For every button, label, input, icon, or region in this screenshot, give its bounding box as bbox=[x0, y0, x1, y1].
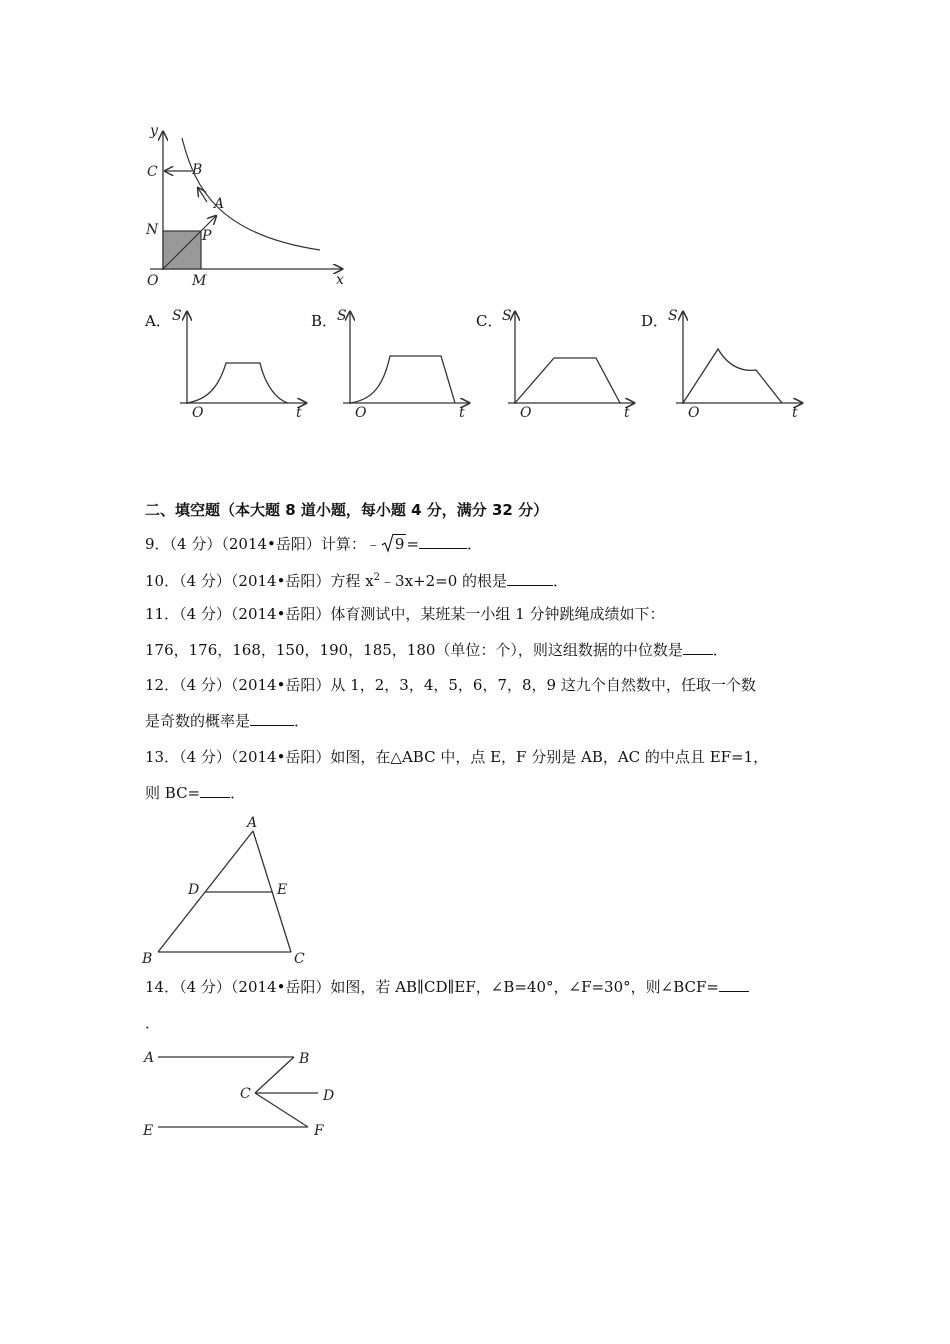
label-y: y bbox=[150, 123, 158, 139]
par-label-d: D bbox=[323, 1088, 335, 1104]
svg-text:S: S bbox=[502, 308, 512, 324]
par-label-c: C bbox=[240, 1086, 251, 1102]
option-a-graph bbox=[170, 300, 310, 425]
question-11-line2: 176，176，168，150，190，185，180（单位：个），则这组数据的中位数是 ． bbox=[145, 641, 728, 659]
label-a: A bbox=[214, 196, 225, 212]
option-a-label: A． bbox=[145, 312, 171, 330]
question-13-line2: 则 BC= ． bbox=[145, 784, 246, 802]
option-d-label: D． bbox=[641, 312, 669, 330]
answer-blank-9[interactable] bbox=[419, 534, 467, 549]
answer-blank-12[interactable] bbox=[250, 711, 294, 726]
svg-text:t: t bbox=[459, 405, 465, 421]
svg-text:O: O bbox=[520, 405, 532, 421]
question-14-line1: 14．（4 分）（2014•岳阳）如图，若 AB∥CD∥EF，∠B=40°，∠F=30°，则∠BCF= bbox=[145, 977, 749, 997]
tri-label-a: A bbox=[247, 815, 258, 831]
option-b-label: B． bbox=[311, 312, 338, 330]
svg-text:S: S bbox=[337, 308, 347, 324]
par-label-f: F bbox=[314, 1123, 324, 1139]
label-x: x bbox=[336, 272, 344, 288]
svg-text:t: t bbox=[792, 405, 798, 421]
question-9: 9．（4 分）（2014•岳阳）计算：﹣ 9 = ． bbox=[145, 535, 483, 553]
par-label-e: E bbox=[143, 1123, 154, 1139]
par-label-a: A bbox=[144, 1050, 155, 1066]
answer-blank-14[interactable] bbox=[719, 977, 749, 992]
par-label-b: B bbox=[299, 1051, 310, 1067]
question-11-line1: 11．（4 分）（2014•岳阳）体育测试中，某班某一小组 1 分钟跳绳成绩如下： bbox=[145, 605, 665, 623]
question-12-line2: 是奇数的概率是 ． bbox=[145, 712, 310, 730]
label-c: C bbox=[147, 164, 158, 180]
section-title: 二、填空题（本大题 8 道小题，每小题 4 分，满分 32 分） bbox=[145, 501, 549, 519]
path-arrow-ab bbox=[198, 188, 207, 202]
option-b-graph bbox=[333, 300, 473, 425]
label-m: M bbox=[192, 273, 207, 289]
sqrt-symbol: 9 bbox=[381, 534, 407, 554]
svg-text:S: S bbox=[172, 308, 182, 324]
tri-label-d: D bbox=[188, 882, 200, 898]
svg-text:O: O bbox=[192, 405, 204, 421]
triangle-figure bbox=[138, 812, 318, 970]
label-o: O bbox=[147, 273, 159, 289]
answer-blank-13[interactable] bbox=[200, 783, 230, 798]
option-d-graph bbox=[666, 300, 806, 425]
answer-blank-10[interactable] bbox=[507, 571, 553, 586]
answer-blank-11[interactable] bbox=[683, 640, 713, 655]
label-n: N bbox=[146, 222, 159, 238]
label-p: P bbox=[202, 228, 212, 244]
question-12-line1: 12．（4 分）（2014•岳阳）从 1，2，3，4，5，6，7，8，9 这九个自然数中，任取一个数 bbox=[145, 676, 756, 694]
tri-label-e: E bbox=[277, 882, 288, 898]
question-13-line1: 13．（4 分）（2014•岳阳）如图，在△ABC 中，点 E，F 分别是 AB，AC 的中点且 EF=1， bbox=[145, 748, 769, 766]
main-figure bbox=[140, 120, 360, 295]
label-b: B bbox=[192, 162, 203, 178]
svg-text:t: t bbox=[624, 405, 630, 421]
tri-label-b: B bbox=[142, 951, 153, 967]
option-c-graph bbox=[498, 300, 638, 425]
svg-text:O: O bbox=[355, 405, 367, 421]
option-c-label: C． bbox=[476, 312, 503, 330]
question-14-line2: ． bbox=[145, 1014, 161, 1032]
svg-text:t: t bbox=[296, 405, 302, 421]
question-10: 10．（4 分）（2014•岳阳）方程 $x^2﹣3x+2=0$ 的根是 ． bbox=[145, 572, 569, 590]
tri-label-c: C bbox=[294, 951, 305, 967]
svg-text:O: O bbox=[688, 405, 700, 421]
parallel-figure bbox=[138, 1040, 348, 1146]
svg-text:S: S bbox=[668, 308, 678, 324]
